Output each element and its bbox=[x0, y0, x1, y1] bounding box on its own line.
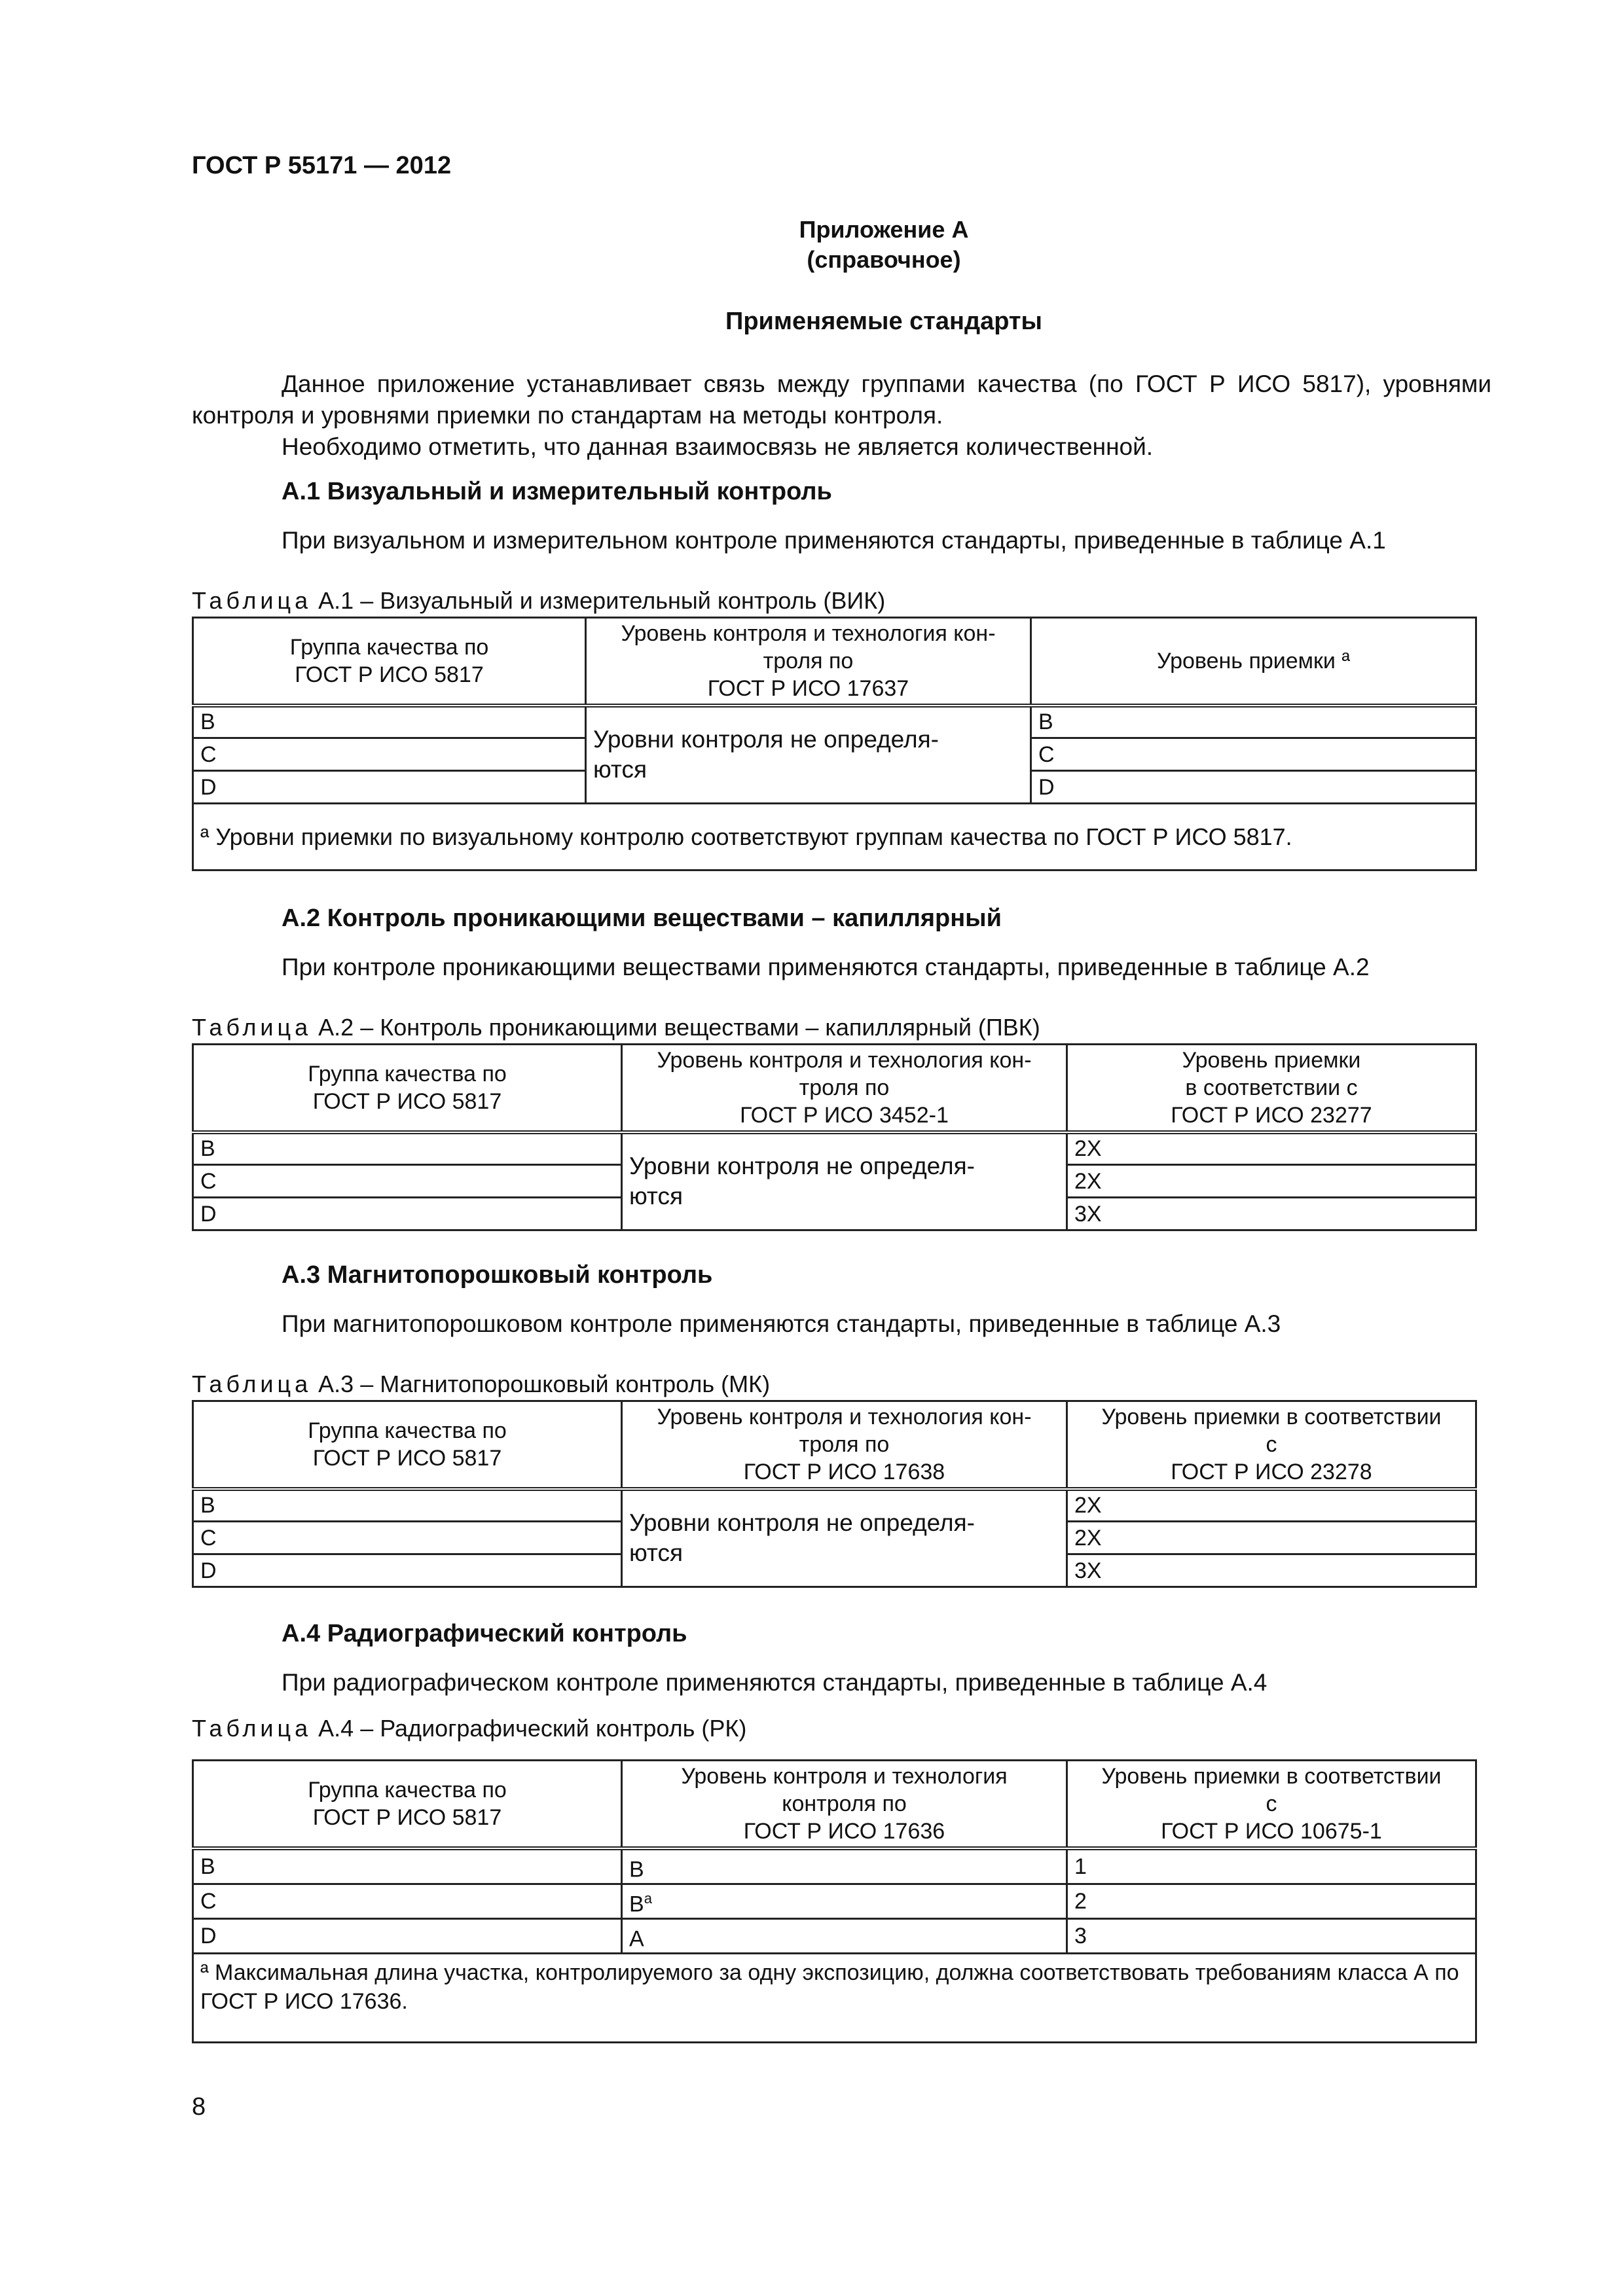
table-a3-cell-group: C bbox=[193, 1522, 622, 1554]
section-a3-text-content: При магнитопорошковом контроле применяются стандарты, приведенные в таблице А.3 bbox=[282, 1310, 1281, 1337]
table-a2-header-group-text: Группа качества по ГОСТ Р ИСО 5817 bbox=[308, 1061, 507, 1114]
table-a4-footnote bbox=[193, 1954, 1476, 2043]
table-a3-cell-accept: 3X bbox=[1067, 1554, 1476, 1587]
intro-text-2: Необходимо отметить, что данная взаимосвязь не является количественной. bbox=[282, 433, 1154, 460]
table-a4-caption-word: Таблица bbox=[192, 1715, 312, 1742]
table-a4-cell-accept: 1 bbox=[1067, 1848, 1476, 1884]
table-a4-cell-level-sup: a bbox=[644, 1890, 652, 1907]
section-a4-text-content: При радиографическом контроле применяются стандарты, приведенные в таблице А.4 bbox=[282, 1669, 1267, 1696]
section-a1-text bbox=[192, 525, 1491, 556]
table-a2-merged-text: Уровни контроля не определя- ются bbox=[629, 1153, 975, 1210]
section-a1-text-content: При визуальном и измерительном контроле применяются стандарты, приведенные в таблице А.1 bbox=[282, 527, 1386, 554]
table-a4-caption-text: А.4 – Радиографический контроль (РК) bbox=[312, 1715, 747, 1742]
table-a1-cell-accept: B bbox=[1031, 706, 1476, 738]
table-row bbox=[193, 706, 1476, 738]
table-a4-header-group bbox=[193, 1761, 622, 1848]
table-a3-cell-accept: 2X bbox=[1067, 1522, 1476, 1554]
section-a2-text-content: При контроле проникающими веществами применяются стандарты, приведенные в таблице А.2 bbox=[282, 954, 1370, 980]
section-a2-title: А.2 Контроль проникающими веществами – капиллярный bbox=[282, 905, 1002, 932]
table-a1-footnote bbox=[193, 804, 1476, 870]
section-a4-title: А.4 Радиографический контроль bbox=[282, 1620, 687, 1647]
table-a1-cell-group: B bbox=[193, 706, 586, 738]
table-a4-cell-group: C bbox=[193, 1884, 622, 1918]
table-a1-header-level bbox=[586, 618, 1031, 706]
table-row bbox=[193, 1489, 1476, 1522]
table-a4-header-accept-text: Уровень приемки в соответствии с ГОСТ Р ИСО 10675-1 bbox=[1101, 1763, 1442, 1844]
table-a1-header-group-text: Группа качества по ГОСТ Р ИСО 5817 bbox=[289, 634, 489, 687]
section-a3-title: А.3 Магнитопорошковый контроль bbox=[282, 1261, 713, 1289]
table-a1-cell-group: D bbox=[193, 771, 586, 804]
table-a2-cell-accept: 3X bbox=[1067, 1198, 1476, 1230]
table-a3 bbox=[192, 1400, 1477, 1588]
table-a1-cell-merged bbox=[586, 706, 1031, 804]
table-row bbox=[193, 1848, 1476, 1884]
table-a4-cell-group: B bbox=[193, 1848, 622, 1884]
table-a3-cell-group: B bbox=[193, 1489, 622, 1522]
table-a2-caption-word: Таблица bbox=[192, 1014, 312, 1041]
table-a2-cell-group: D bbox=[193, 1198, 622, 1230]
table-a2-cell-merged bbox=[622, 1132, 1067, 1230]
table-a1-header-accept bbox=[1031, 618, 1476, 706]
table-a1-caption bbox=[192, 587, 885, 615]
table-row bbox=[193, 1884, 1476, 1918]
table-a3-cell-group: D bbox=[193, 1554, 622, 1587]
table-a4-cell-level-text: A bbox=[629, 1926, 644, 1952]
standard-header: ГОСТ Р 55171 — 2012 bbox=[192, 152, 452, 179]
table-a3-header-group bbox=[193, 1401, 622, 1489]
table-a1-cell-accept: C bbox=[1031, 738, 1476, 771]
table-a4-cell-level bbox=[622, 1884, 1067, 1918]
table-a1-cell-group: C bbox=[193, 738, 586, 771]
table-a2 bbox=[192, 1043, 1477, 1231]
table-a1-header-level-text: Уровень контроля и технология кон- троля по ГОСТ Р ИСО 17637 bbox=[621, 620, 996, 701]
table-a3-header-level-text: Уровень контроля и технология кон- троля по ГОСТ Р ИСО 17638 bbox=[657, 1404, 1032, 1484]
table-a3-cell-accept: 2X bbox=[1067, 1489, 1476, 1522]
table-a2-header-level-text: Уровень контроля и технология кон- троля по ГОСТ Р ИСО 3452-1 bbox=[657, 1047, 1032, 1128]
section-a2-text bbox=[192, 952, 1491, 983]
table-a1-merged-text: Уровни контроля не определя- ются bbox=[593, 726, 939, 783]
table-a3-cell-merged bbox=[622, 1489, 1067, 1587]
table-a3-caption-word: Таблица bbox=[192, 1371, 312, 1397]
table-a4 bbox=[192, 1759, 1477, 2043]
section-a1-title: А.1 Визуальный и измерительный контроль bbox=[282, 478, 832, 505]
table-a1 bbox=[192, 617, 1477, 871]
appendix-heading: Применяемые стандарты bbox=[725, 308, 1042, 335]
table-a3-header-accept bbox=[1067, 1401, 1476, 1489]
table-a1-footnote-text: ª Уровни приемки по визуальному контролю соответствуют группам качества по ГОСТ Р ИСО 5817. bbox=[200, 823, 1292, 850]
table-a3-header-accept-text: Уровень приемки в соответствии с ГОСТ Р ИСО 23278 bbox=[1101, 1404, 1442, 1484]
table-a1-caption-text: А.1 – Визуальный и измерительный контроль (ВИК) bbox=[312, 587, 886, 614]
table-a4-footnote-text: ª Максимальная длина участка, контролируемого за одну экспозицию, должна соответствовать требованиям класса А по ГОСТ Р ИСО 17636. bbox=[200, 1960, 1459, 2015]
table-a1-header-accept-text: Уровень приемки ª bbox=[1157, 648, 1350, 673]
table-a2-cell-group: B bbox=[193, 1132, 622, 1165]
section-a3-text bbox=[192, 1308, 1491, 1340]
table-a3-header-level bbox=[622, 1401, 1067, 1489]
table-a3-header-group-text: Группа качества по ГОСТ Р ИСО 5817 bbox=[308, 1418, 507, 1471]
table-a4-cell-level-text: B bbox=[629, 1856, 644, 1882]
table-a4-cell-level bbox=[622, 1919, 1067, 1954]
table-a4-cell-accept: 3 bbox=[1067, 1919, 1476, 1954]
page-number: 8 bbox=[192, 2093, 206, 2121]
table-a3-merged-text: Уровни контроля не определя- ются bbox=[629, 1509, 975, 1567]
appendix-type: (справочное) bbox=[807, 246, 961, 273]
table-row bbox=[193, 1132, 1476, 1165]
table-a4-cell-group: D bbox=[193, 1919, 622, 1954]
table-a4-cell-level bbox=[622, 1848, 1067, 1884]
intro-text-1: Данное приложение устанавливает связь между группами качества (по ГОСТ Р ИСО 5817), уровнями контроля и уровнями приемки по стандартам на методы контроля. bbox=[192, 370, 1491, 429]
table-a2-header-group bbox=[193, 1045, 622, 1132]
table-a2-header-accept-text: Уровень приемки в соответствии с ГОСТ Р ИСО 23277 bbox=[1171, 1047, 1372, 1128]
table-a3-caption-text: А.3 – Магнитопорошковый контроль (МК) bbox=[312, 1371, 771, 1397]
table-a2-cell-accept: 2X bbox=[1067, 1165, 1476, 1198]
table-a1-header-group bbox=[193, 618, 586, 706]
table-a3-caption bbox=[192, 1371, 770, 1398]
table-a4-header-accept bbox=[1067, 1761, 1476, 1848]
table-a4-header-level-text: Уровень контроля и технология контроля по ГОСТ Р ИСО 17636 bbox=[681, 1763, 1008, 1844]
table-a4-header-level bbox=[622, 1761, 1067, 1848]
table-a2-caption-text: А.2 – Контроль проникающими веществами – капиллярный (ПВК) bbox=[312, 1014, 1040, 1041]
table-a4-cell-level-text: B bbox=[629, 1892, 644, 1917]
table-a2-header-accept bbox=[1067, 1045, 1476, 1132]
table-a2-header-level bbox=[622, 1045, 1067, 1132]
appendix-title: Приложение А bbox=[799, 216, 969, 243]
table-row bbox=[193, 1919, 1476, 1954]
table-a2-caption bbox=[192, 1014, 1040, 1041]
section-a4-text bbox=[192, 1667, 1491, 1698]
table-a4-header-group-text: Группа качества по ГОСТ Р ИСО 5817 bbox=[308, 1777, 507, 1830]
intro-paragraph bbox=[192, 368, 1491, 463]
table-a2-cell-group: C bbox=[193, 1165, 622, 1198]
table-a1-caption-word: Таблица bbox=[192, 587, 312, 614]
table-a4-caption bbox=[192, 1715, 746, 1742]
table-a2-cell-accept: 2X bbox=[1067, 1132, 1476, 1165]
table-a1-cell-accept: D bbox=[1031, 771, 1476, 804]
table-a4-cell-accept: 2 bbox=[1067, 1884, 1476, 1918]
